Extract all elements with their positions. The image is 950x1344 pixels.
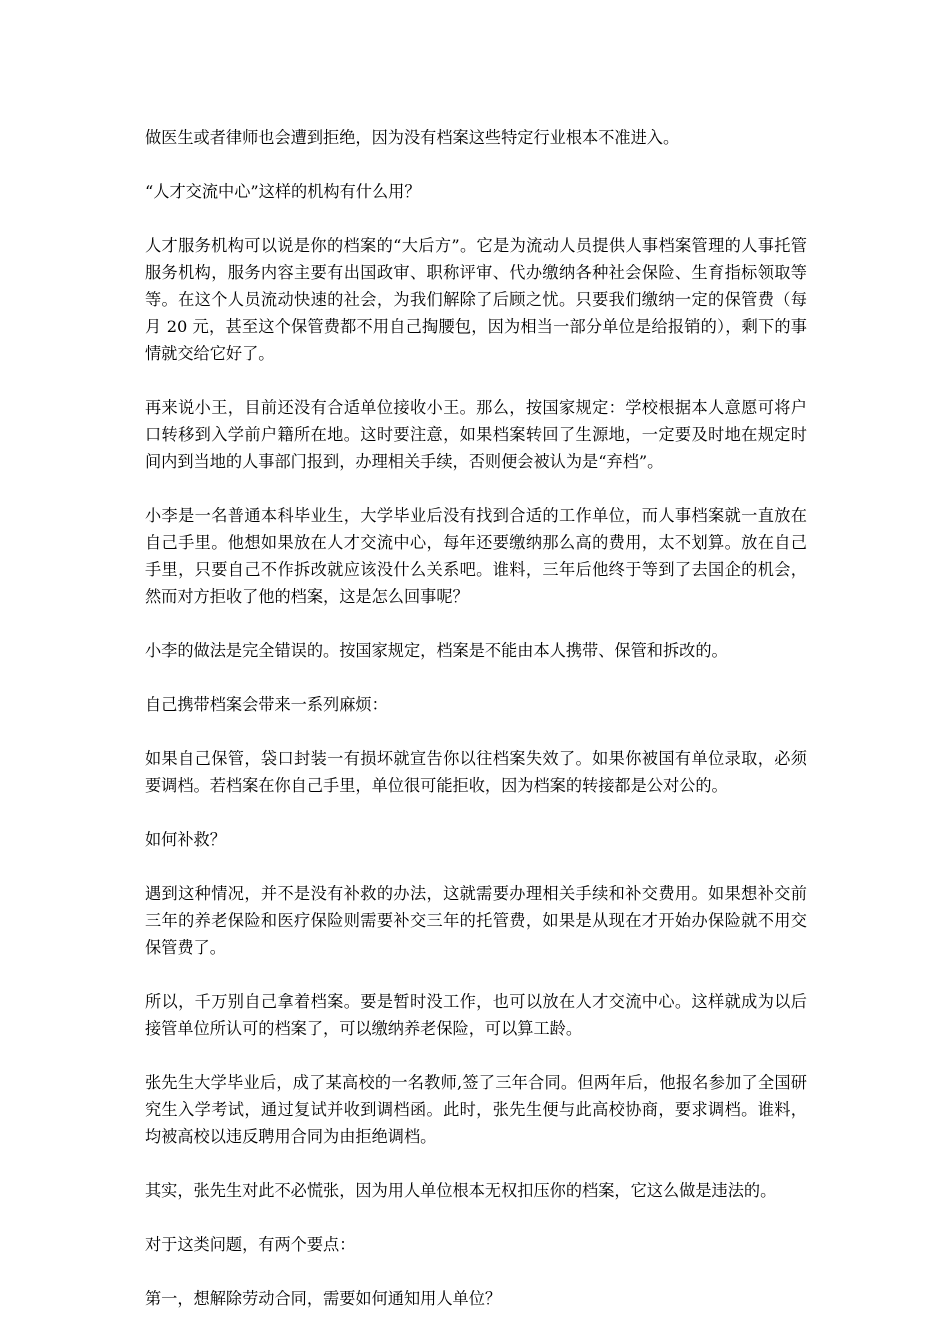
paragraph-xiao-wang: 再来说小王，目前还没有合适单位接收小王。那么，按国家规定：学校根据本人意愿可将户口转移到入学前户籍所在地。这时要注意，如果档案转回了生源地，一定要及时地在规定时间内到当地的人事部门报到，办理相关手续，否则便会被认为是“弃档”。 <box>145 398 807 471</box>
paragraph-advice: 所以，千万别自己拿着档案。要是暂时没工作，也可以放在人才交流中心。这样就成为以后接管单位所认可的档案了，可以缴纳养老保险，可以算工龄。 <box>145 992 807 1038</box>
paragraph-two-points: 对于这类问题，有两个要点： <box>145 1235 356 1254</box>
paragraph-remedy-answer: 遇到这种情况，并不是没有补救的办法，这就需要办理相关手续和补交费用。如果想补交前三年的养老保险和医疗保险则需要补交三年的托管费，如果是从现在才开始办保险就不用交保管费了。 <box>145 884 807 957</box>
paragraph-remedy-question: 如何补救？ <box>145 830 226 849</box>
paragraph-mr-zhang-explanation: 其实，张先生对此不必慌张，因为用人单位根本无权扣压你的档案，它这么做是违法的。 <box>145 1181 777 1200</box>
paragraph-trouble-heading: 自己携带档案会带来一系列麻烦： <box>145 695 388 714</box>
paragraph-first-point: 第一，想解除劳动合同，需要如何通知用人单位？ <box>145 1289 502 1308</box>
paragraph-xiao-li-story: 小李是一名普通本科毕业生，大学毕业后没有找到合适的工作单位，而人事档案就一直放在自己手里。他想如果放在人才交流中心，每年还要缴纳那么高的费用，太不划算。放在自己手里，只要自己不作拆改就应该没什么关系吧。谁料，三年后他终于等到了去国企的机会，然而对方拒收了他的档案，这是怎么回事呢？ <box>145 506 807 606</box>
paragraph-xiao-li-wrong: 小李的做法是完全错误的。按国家规定，档案是不能由本人携带、保管和拆改的。 <box>145 641 728 660</box>
paragraph-talent-service-agency: 人才服务机构可以说是你的档案的“大后方”。它是为流动人员提供人事档案管理的人事托管服务机构，服务内容主要有出国政审、职称评审、代办缴纳各种社会保险、生育指标领取等等。在这个人员流动快速的社会，为我们解除了后顾之忧。只要我们缴纳一定的保管费（每月 20 元，甚至这个保管费都不用自己掏腰包，因为相当一部分单位是给报销的），剩下的事情就交给它好了。 <box>145 236 807 363</box>
paragraph-mr-zhang-story: 张先生大学毕业后，成了某高校的一名教师,签了三年合同。但两年后，他报名参加了全国研究生入学考试，通过复试并收到调档函。此时，张先生便与此高校协商，要求调档。谁料，均被高校以违反聘用合同为由拒绝调档。 <box>145 1073 807 1146</box>
paragraph-doctor-lawyer: 做医生或者律师也会遭到拒绝，因为没有档案这些特定行业根本不准进入。 <box>145 128 680 147</box>
paragraph-self-keeping: 如果自己保管，袋口封装一有损坏就宣告你以往档案失效了。如果你被国有单位录取，必须要调档。若档案在你自己手里，单位很可能拒收，因为档案的转接都是公对公的。 <box>145 749 807 795</box>
document-body <box>145 124 807 1339</box>
paragraph-question-talent-center: “人才交流中心”这样的机构有什么用？ <box>145 182 421 201</box>
